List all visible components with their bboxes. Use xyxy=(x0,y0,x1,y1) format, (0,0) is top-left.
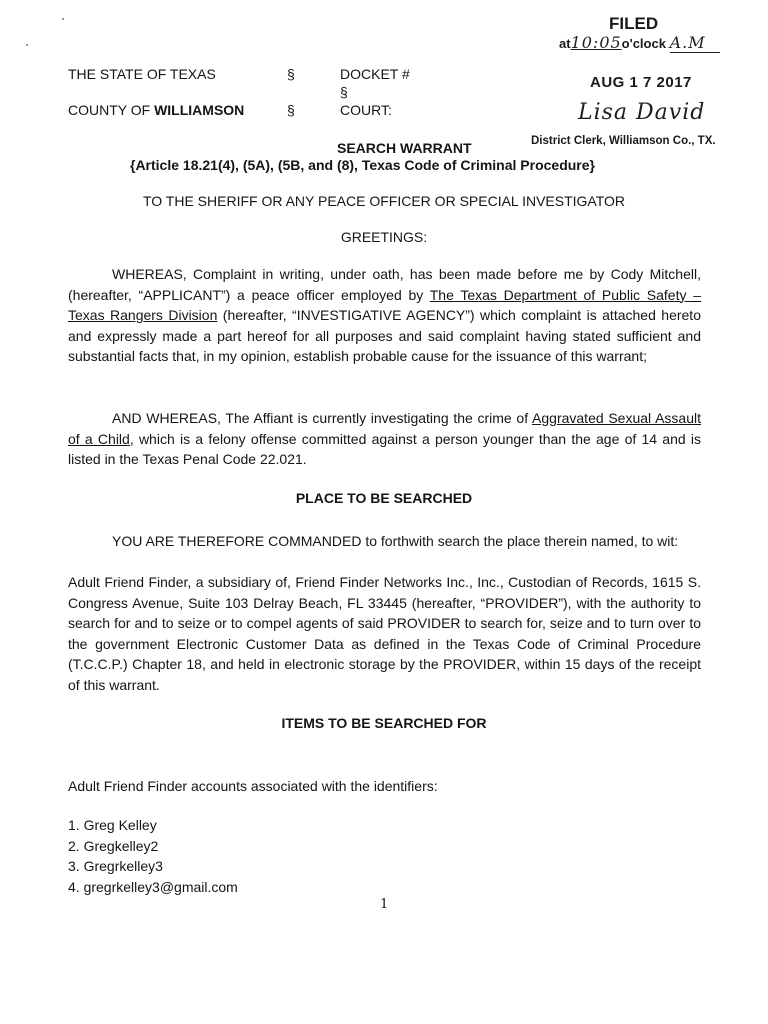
section-symbol: § xyxy=(287,102,295,118)
items-heading: ITEMS TO BE SEARCHED FOR xyxy=(281,715,487,731)
clerk-signature: Lisa David xyxy=(578,100,706,125)
filed-stamp-clerk: District Clerk, Williamson Co., TX. xyxy=(531,135,716,147)
complaint-text-1: WHEREAS, Complaint in writing, under oath, has been made before me by Cody Mitchell, (hereafter, “APPLICANT”) a peace officer employed by xyxy=(68,266,701,303)
court-label: COURT: xyxy=(340,102,392,118)
caption-county xyxy=(68,102,244,118)
list-item: 4. gregrkelley3@gmail.com xyxy=(68,878,238,895)
warrant-subtitle: {Article 18.21(4), (5A), (5B, and (8), Texas Code of Criminal Procedure} xyxy=(130,157,595,173)
county-prefix: COUNTY OF xyxy=(68,102,155,118)
page-number: 1 xyxy=(380,897,389,912)
command-paragraph xyxy=(68,531,701,552)
docket-label: DOCKET # xyxy=(340,66,410,82)
section-symbol: § xyxy=(340,84,348,100)
scan-speck xyxy=(26,44,28,46)
county-name: WILLIAMSON xyxy=(154,102,245,118)
place-heading: PLACE TO BE SEARCHED xyxy=(295,490,473,506)
stamp-handwritten-am: A.M xyxy=(670,33,720,53)
scan-speck xyxy=(62,18,64,20)
accounts-intro: Adult Friend Finder accounts associated with the identifiers: xyxy=(68,778,438,794)
complaint-text-2: (hereafter, “INVESTIGATIVE AGENCY”) which complaint is attached hereto and expressly made a part hereof for all purposes and said complaint having stated sufficient and substantial facts that, in my opinion, establish probable cause for the issuance of this warrant; xyxy=(68,307,701,364)
list-item: 1. Greg Kelley xyxy=(68,817,157,833)
investigation-paragraph xyxy=(68,408,701,470)
list-item: 3. Gregrkelley3 xyxy=(68,858,163,874)
stamp-oclock: o'clock xyxy=(621,36,666,51)
investigation-text-1: AND WHEREAS, The Affiant is currently investigating the crime of xyxy=(112,410,533,426)
complaint-paragraph xyxy=(68,264,701,367)
provider-paragraph: Adult Friend Finder, a subsidiary of, Friend Finder Networks Inc., Inc., Custodian of Records, 1615 S. Congress Avenue, Suite 103 Delray Beach, FL 33445 (hereafter, “PROVIDER”), with the authority to search for and to seize or to compel agents of said PROVIDER to search for, seize and to turn over to the government Electronic Customer Data as defined in the Texas Code of Criminal Procedure (T.C.C.P.) Chapter 18, and held in electronic storage by the PROVIDER, within 15 days of the receipt of this warrant. xyxy=(68,574,701,693)
section-symbol: § xyxy=(287,66,295,82)
filed-stamp-title: FILED xyxy=(609,14,659,33)
identifier-list xyxy=(68,815,238,897)
list-item: 2. Gregkelley2 xyxy=(68,837,159,854)
stamp-handwritten-time: 10:05 xyxy=(570,33,622,52)
crime-name: Aggravated Sexual Assault of a Child, xyxy=(68,410,701,447)
salutation-to: TO THE SHERIFF OR ANY PEACE OFFICER OR SPECIAL INVESTIGATOR xyxy=(142,193,626,209)
caption-state: THE STATE OF TEXAS xyxy=(68,66,216,82)
stamp-at-prefix: at xyxy=(559,36,571,51)
command-text: YOU ARE THEREFORE COMMANDED to forthwith search the place therein named, to wit: xyxy=(112,533,679,549)
filed-stamp-time xyxy=(559,33,720,53)
warrant-title: SEARCH WARRANT xyxy=(337,140,472,156)
filed-stamp-date: AUG 1 7 2017 xyxy=(590,74,692,91)
salutation-greetings: GREETINGS: xyxy=(340,229,428,245)
investigating-agency: The Texas Department of Public Safety – Texas Rangers Division xyxy=(68,286,701,323)
investigation-text-2: which is a felony offense committed against a person younger than the age of 14 and is listed in the Texas Penal Code 22.021. xyxy=(68,430,701,467)
